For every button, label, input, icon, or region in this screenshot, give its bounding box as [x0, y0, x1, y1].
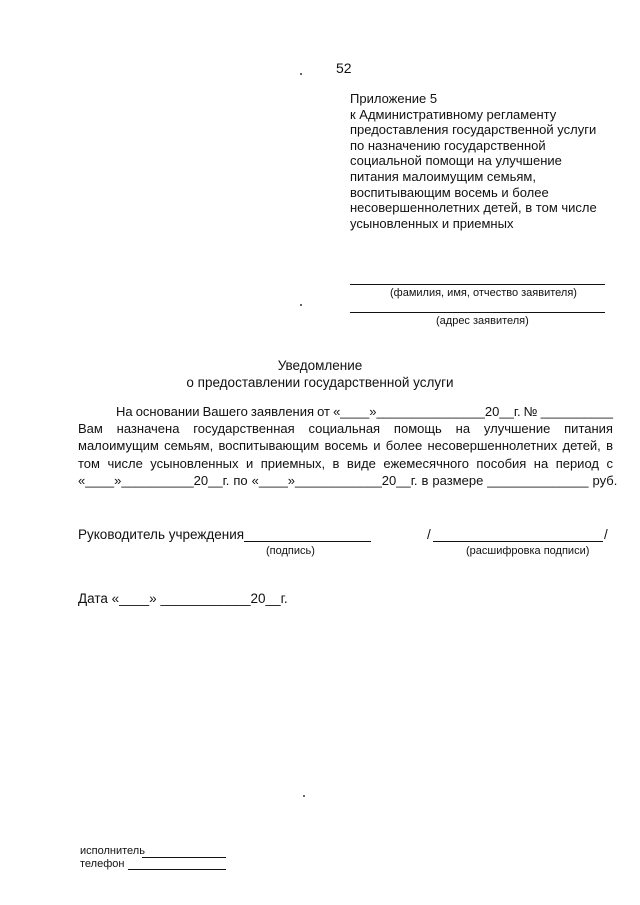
para-word: «____»__________20__г. — [78, 472, 230, 488]
para-word: по — [233, 472, 248, 488]
appendix-line: Приложение 5 — [350, 91, 438, 106]
para-word: малоимущим — [78, 438, 159, 454]
appendix-line: по назначению государственной — [350, 137, 546, 153]
decode-line — [433, 541, 603, 542]
appendix-line: питания малоимущим семьям, — [350, 168, 536, 184]
appendix-line: усыновленных и приемных — [350, 215, 514, 231]
appendix-block — [350, 91, 610, 231]
para-word: воспитывающим — [218, 438, 320, 454]
scan-speck — [303, 795, 305, 797]
para-word: на — [533, 455, 549, 471]
para-word: руб. — [592, 472, 618, 488]
applicant-name-caption: (фамилия, имя, отчество заявителя) — [390, 287, 577, 299]
para-word: основании — [135, 404, 200, 419]
applicant-address-line — [350, 312, 605, 313]
para-word: улучшение — [483, 421, 551, 437]
appendix-line: воспитывающим восемь и более — [350, 184, 549, 200]
para-word: виде — [346, 455, 376, 471]
date-line: Дата «____» ____________20__г. — [78, 591, 288, 606]
phone-label: телефон — [80, 858, 125, 870]
para-word: помощь — [393, 421, 442, 437]
para-word: в — [421, 472, 429, 488]
para-line — [78, 455, 613, 472]
page-number: 52 — [336, 60, 352, 76]
para-word: и — [245, 455, 254, 471]
para-word: несовершеннолетних — [427, 438, 558, 454]
para-word: __________ — [540, 404, 613, 419]
para-line — [78, 420, 613, 437]
appendix-line: предоставления государственной услуги — [350, 122, 597, 138]
para-word: в — [606, 438, 613, 454]
notice-title: Уведомление — [277, 358, 363, 373]
para-word: социальная — [308, 421, 381, 437]
para-word: Вашего — [202, 404, 248, 419]
para-word: На — [116, 404, 133, 419]
para-word: государственная — [193, 421, 295, 437]
para-word: усыновленных — [150, 455, 239, 471]
para-word: приемных, — [260, 455, 326, 471]
para-word: на — [455, 421, 471, 437]
para-word: от — [317, 404, 331, 419]
applicant-address-caption: (адрес заявителя) — [436, 315, 529, 327]
para-word: детей, — [562, 438, 601, 454]
notice-subtitle: о предоставлении государственной услуги — [186, 375, 454, 390]
para-word: № — [523, 404, 538, 419]
para-word: Вам — [78, 421, 103, 437]
para-word: питания — [564, 421, 613, 437]
applicant-name-line — [350, 284, 605, 285]
para-word: восемь — [324, 438, 368, 454]
para-word: заявления — [250, 404, 315, 419]
para-word: и — [373, 438, 381, 454]
para-line — [78, 403, 613, 420]
para-line — [78, 437, 613, 454]
scan-speck — [300, 304, 302, 306]
para-word: семьям, — [164, 438, 214, 454]
slash-left: / — [427, 527, 431, 542]
phone-line — [128, 869, 226, 870]
para-word: ______________ — [487, 472, 589, 488]
para-word: пособия — [476, 455, 527, 471]
para-word: числе — [107, 455, 143, 471]
notice-paragraph — [78, 403, 618, 489]
decode-caption: (расшифровка подписи) — [466, 545, 590, 557]
para-word: период — [555, 455, 599, 471]
para-word: «____»____________20__г. — [251, 472, 418, 488]
manager-label: Руководитель учреждения — [78, 527, 245, 542]
para-word: ежемесячного — [383, 455, 469, 471]
appendix-line: к Административному регламенту — [350, 106, 557, 122]
executor-label: исполнитель — [80, 845, 145, 857]
para-word: с — [606, 455, 613, 471]
para-word: более — [385, 438, 423, 454]
signature-line — [244, 541, 371, 542]
scan-speck — [300, 73, 302, 75]
para-word: в — [332, 455, 340, 471]
appendix-line: социальной помощи на улучшение — [350, 153, 562, 169]
signature-caption: (подпись) — [266, 545, 315, 557]
appendix-line: несовершеннолетних детей, в том числе — [350, 200, 597, 216]
slash-right: / — [604, 527, 608, 542]
para-line — [78, 472, 618, 489]
para-word: размере — [432, 472, 484, 488]
para-word: назначена — [116, 421, 180, 437]
para-word: «____»_______________20__г. — [333, 404, 521, 419]
para-word: том — [78, 455, 100, 471]
executor-line — [142, 857, 226, 858]
